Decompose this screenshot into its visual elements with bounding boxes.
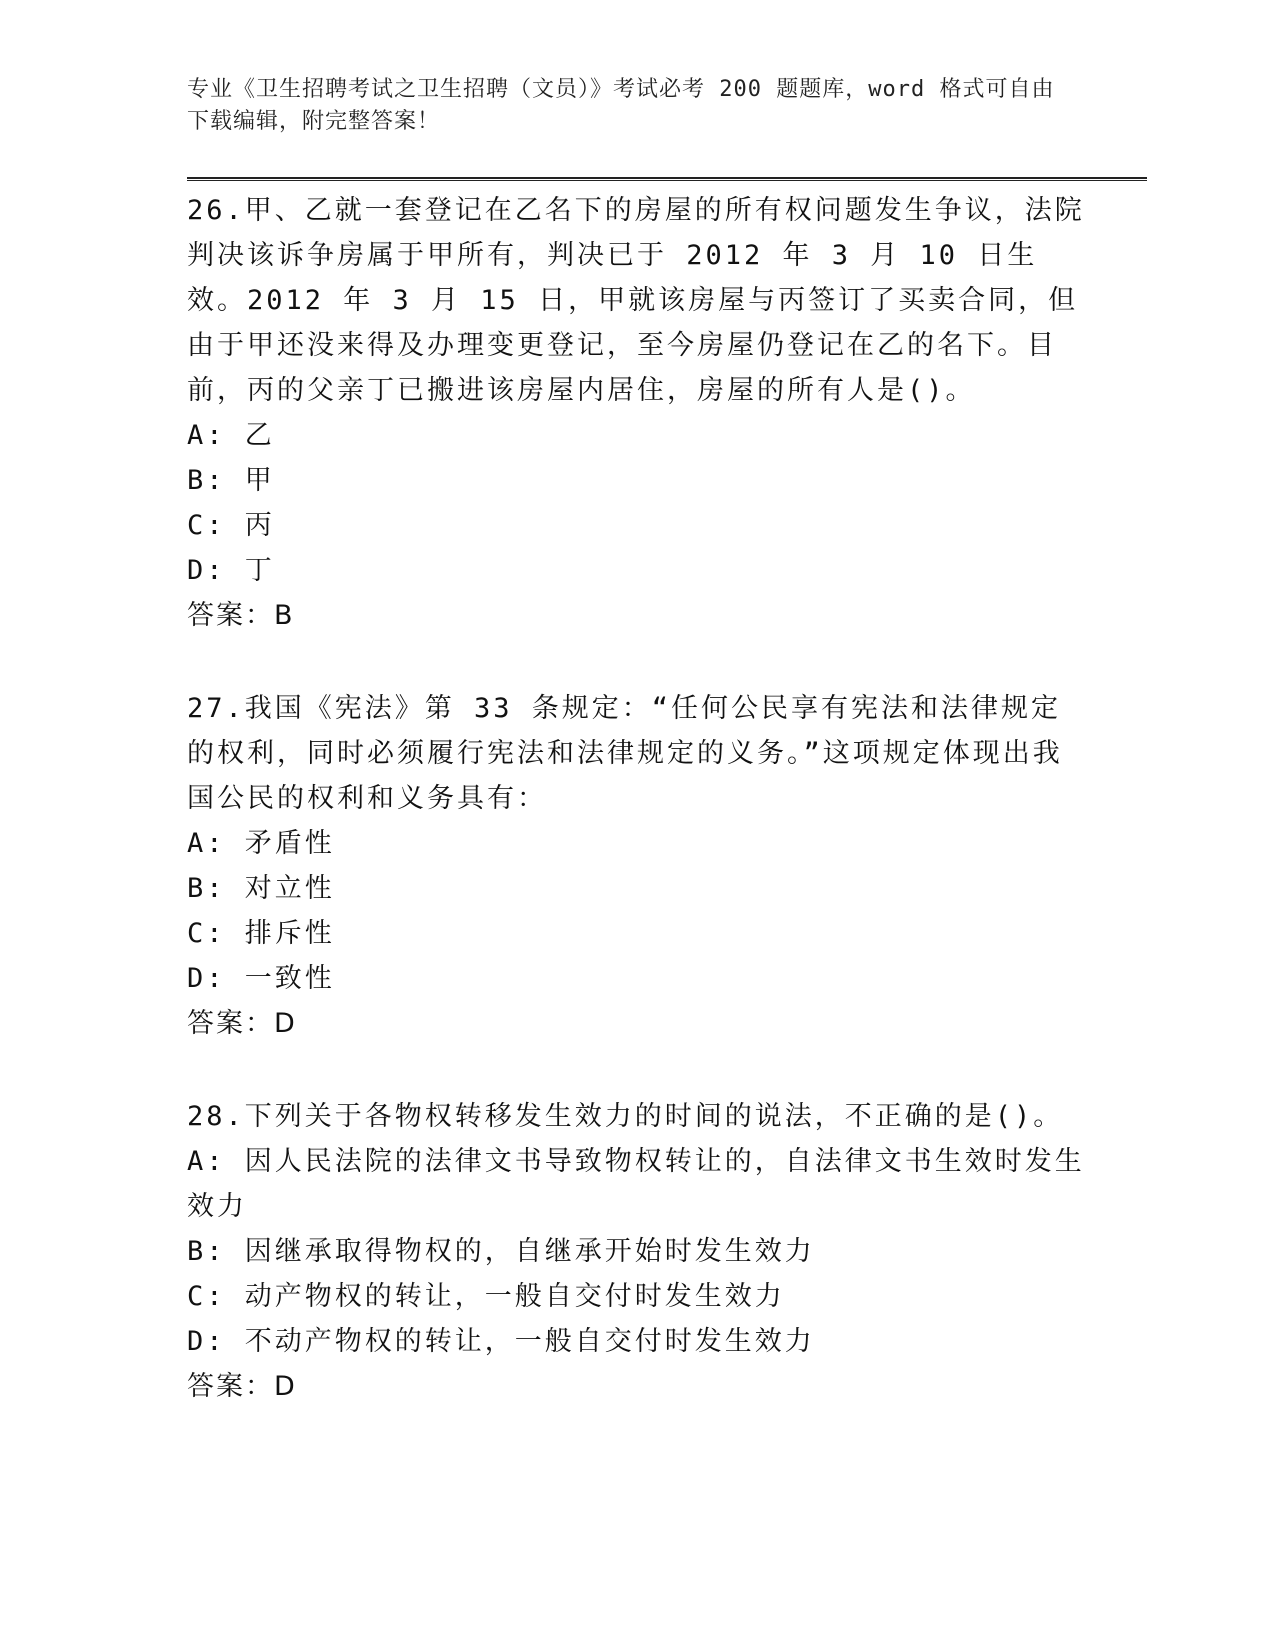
option-b: B: 甲 bbox=[187, 465, 275, 496]
option-a: A: 乙 bbox=[187, 420, 275, 451]
document-header: 专业《卫生招聘考试之卫生招聘（文员）》考试必考 200 题题库，word 格式可自由下载编辑，附完整答案！ bbox=[187, 77, 1055, 134]
option-b: B: 因继承取得物权的，自继承开始时发生效力 bbox=[187, 1236, 815, 1267]
option-c: C: 排斥性 bbox=[187, 918, 335, 949]
question-stem: 27.我国《宪法》第 33 条规定：“任何公民享有宪法和法律规定的权利，同时必须履行宪法和法律规定的义务。”这项规定体现出我国公民的权利和义务具有： bbox=[187, 693, 1063, 814]
option-b: B: 对立性 bbox=[187, 873, 335, 904]
header-divider bbox=[187, 177, 1147, 181]
option-d: D: 不动产物权的转让，一般自交付时发生效力 bbox=[187, 1326, 815, 1357]
option-a: A: 矛盾性 bbox=[187, 828, 335, 859]
option-c: C: 丙 bbox=[187, 510, 275, 541]
answer-line: 答案：D bbox=[187, 1008, 297, 1039]
option-c: C: 动产物权的转让，一般自交付时发生效力 bbox=[187, 1281, 785, 1312]
option-d: D: 丁 bbox=[187, 555, 275, 586]
question-stem: 26.甲、乙就一套登记在乙名下的房屋的所有权问题发生争议，法院判决该诉争房属于甲所有，判决已于 2012 年 3 月 10 日生效。2012 年 3 月 15 日，甲就该房屋与丙签订了买卖合同，但由于甲还没来得及办理变更登记，至今房屋仍登记在乙的名下。目前，丙的父亲丁已搬进该房屋内居住，房屋的所有人是()。 bbox=[187, 195, 1085, 406]
answer-line: 答案：D bbox=[187, 1371, 297, 1402]
answer-line: 答案：B bbox=[187, 600, 295, 631]
question-28 bbox=[187, 1094, 1087, 1409]
option-d: D: 一致性 bbox=[187, 963, 335, 994]
option-a: A: 因人民法院的法律文书导致物权转让的，自法律文书生效时发生效力 bbox=[187, 1146, 1085, 1222]
question-list bbox=[187, 188, 1087, 1457]
question-27 bbox=[187, 686, 1087, 1046]
question-stem: 28.下列关于各物权转移发生效力的时间的说法，不正确的是()。 bbox=[187, 1101, 1064, 1132]
question-26 bbox=[187, 188, 1087, 638]
